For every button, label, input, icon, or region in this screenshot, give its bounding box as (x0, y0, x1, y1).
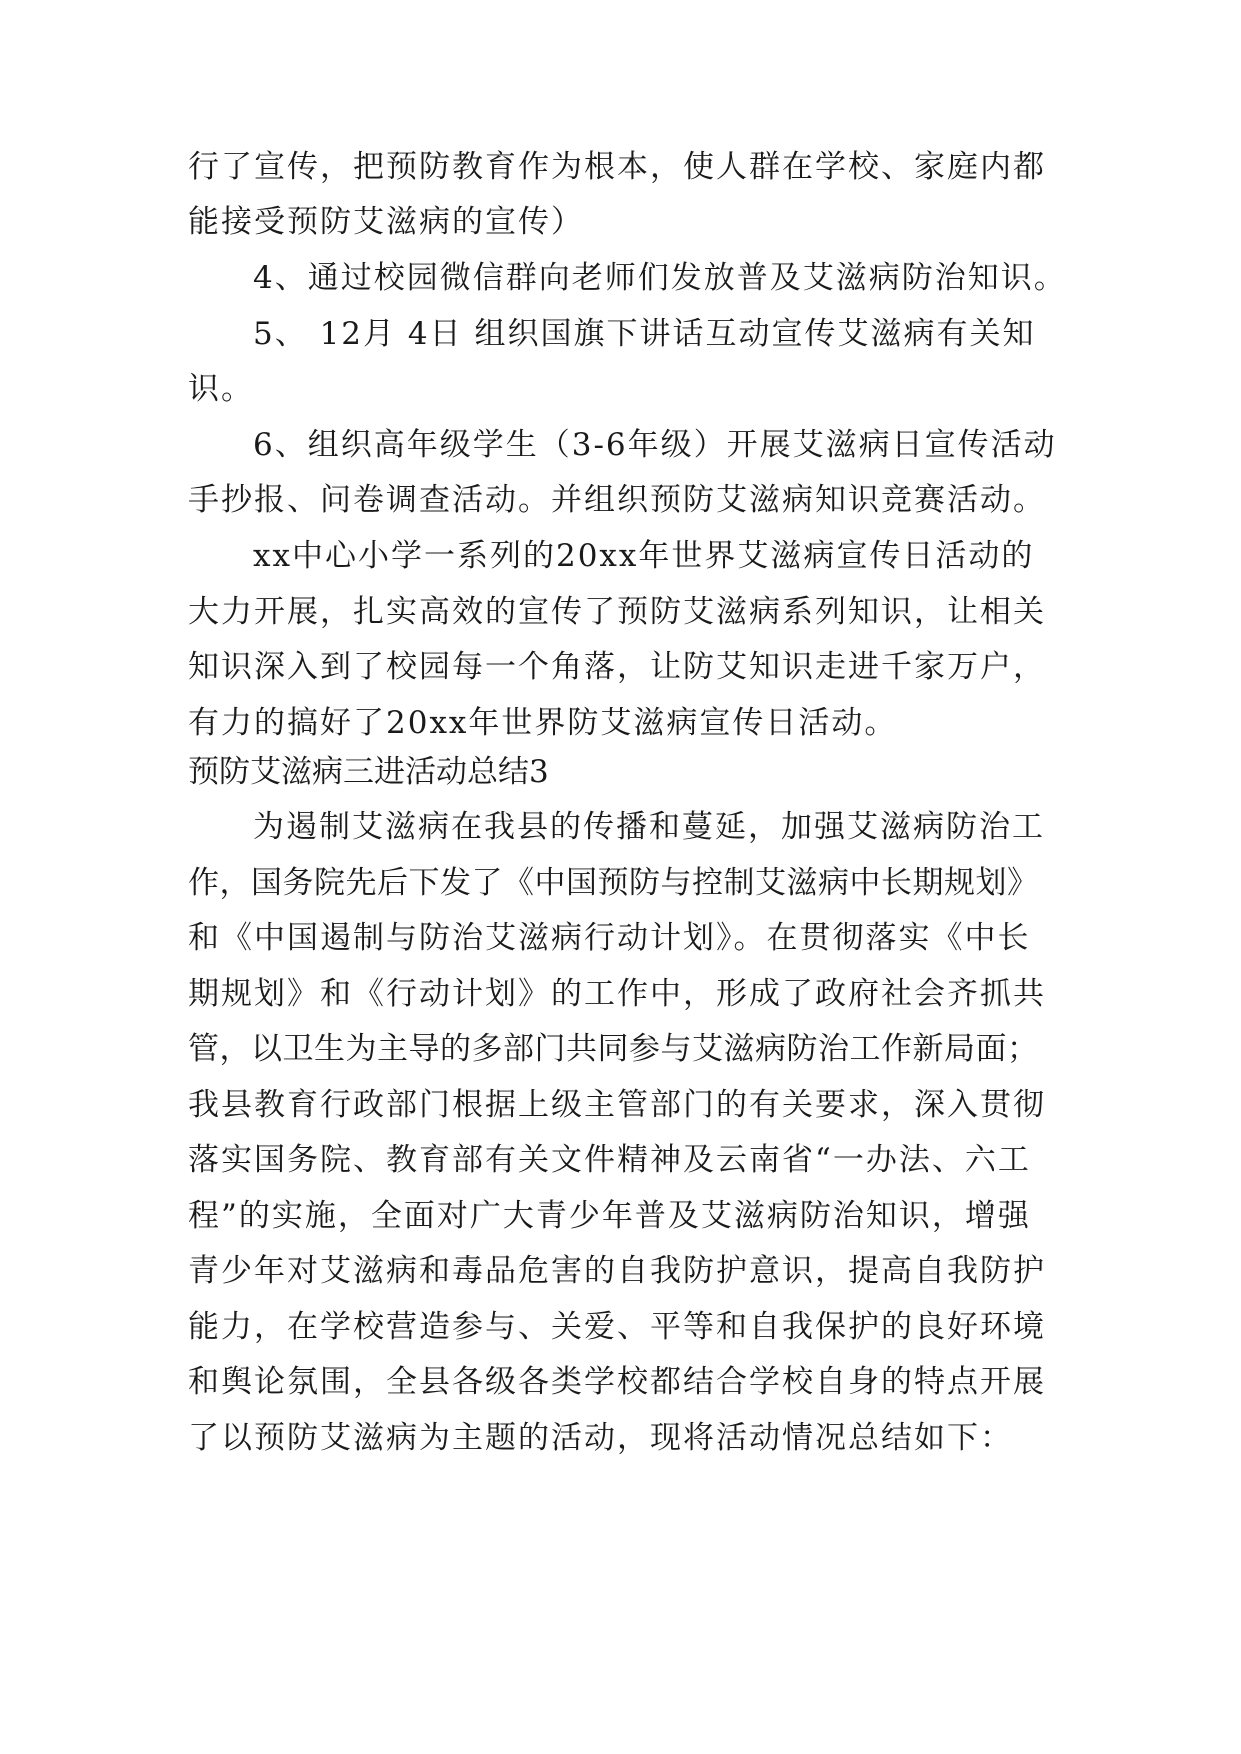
text-line: 我县教育行政部门根据上级主管部门的有关要求，深入贯彻 (188, 1087, 1046, 1123)
text-line: 为遏制艾滋病在我县的传播和蔓延，加强艾滋病防治工 (253, 809, 1045, 845)
text-line: 作，国务院先后下发了《中国预防与控制艾滋病中长期规划》 (188, 865, 1039, 901)
text-line: 手抄报、问卷调查活动。并组织预防艾滋病知识竞赛活动。 (188, 482, 1046, 518)
text-line: 识。 (188, 371, 254, 407)
text-line: 知识深入到了校园每一个角落，让防艾知识走进千家万户， (188, 649, 1046, 685)
text-line: 和《中国遏制与防治艾滋病行动计划》。在贯彻落实《中长 (188, 920, 1031, 956)
text-line: 和舆论氛围，全县各级各类学校都结合学校自身的特点开展 (188, 1364, 1046, 1400)
text-line: 能力，在学校营造参与、关爱、平等和自我保护的良好环境 (188, 1309, 1046, 1345)
text-line: 了以预防艾滋病为主题的活动，现将活动情况总结如下： (188, 1420, 1013, 1456)
text-line: 4、通过校园微信群向老师们发放普及艾滋病防治知识。 (253, 260, 1067, 296)
text-line: xx中心小学一系列的20xx年世界艾滋病宣传日活动的 (253, 538, 1035, 574)
text-line: 6、组织高年级学生（3-6年级）开展艾滋病日宣传活动 (253, 427, 1057, 463)
text-line: 落实国务院、教育部有关文件精神及云南省“一办法、六工 (188, 1142, 1031, 1178)
text-line: 管，以卫生为主导的多部门共同参与艾滋病防治工作新局面； (188, 1031, 1039, 1067)
text-line: 青少年对艾滋病和毒品危害的自我防护意识，提高自我防护 (188, 1253, 1046, 1289)
text-line: 期规划》和《行动计划》的工作中，形成了政府社会齐抓共 (188, 976, 1046, 1012)
text-line: 能接受预防艾滋病的宣传） (188, 204, 584, 240)
text-line: 大力开展，扎实高效的宣传了预防艾滋病系列知识，让相关 (188, 594, 1046, 630)
section-heading: 预防艾滋病三进活动总结3 (188, 754, 549, 790)
text-line: 5、 12月 4日 组织国旗下讲话互动宣传艾滋病有关知 (253, 316, 1036, 352)
text-line: 行了宣传，把预防教育作为根本，使人群在学校、家庭内都 (188, 149, 1046, 185)
text-line: 有力的搞好了20xx年世界防艾滋病宣传日活动。 (188, 705, 898, 741)
text-line: 程”的实施，全面对广大青少年普及艾滋病防治知识，增强 (188, 1198, 1031, 1234)
